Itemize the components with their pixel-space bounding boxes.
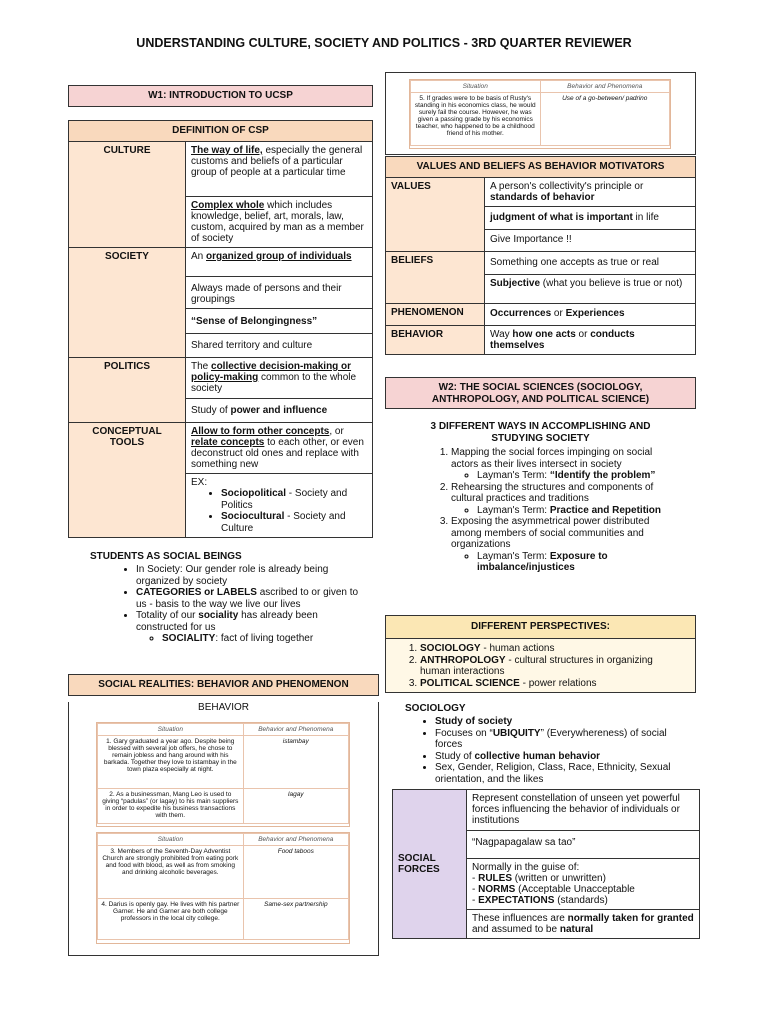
sociology-item-2: • Focuses on “UBIQUITY” (Everywhereness) of social forces <box>435 728 695 751</box>
way-1-layman: ◦ Layman's Term: “Identify the problem” <box>477 470 682 482</box>
politics-def-2: Study of power and influence <box>186 399 373 423</box>
students-item-1: • In Society: Our gender role is already being organized by society <box>136 564 365 587</box>
social-forces-table <box>392 789 700 939</box>
term-behavior: BEHAVIOR <box>386 326 485 355</box>
term-politics: POLITICS <box>69 358 186 423</box>
situation-3: 3. Members of the Seventh-Day Adventist Church are strongly prohibited from eating pork and food with blood, as well as from smoking and drinking alcoholic beverages. <box>98 846 244 899</box>
example-sociocultural: • Sociocultural - Society and Culture <box>221 511 367 534</box>
values-def-3: Give Importance !! <box>485 230 696 252</box>
society-def-1: An organized group of individuals <box>186 248 373 277</box>
values-def-1: A person's collectivity's principle or standards of behavior <box>485 178 696 207</box>
w1-header: W1: INTRODUCTION TO UCSP <box>68 85 373 107</box>
politics-def-1: The collective decision-making or policy-making common to the whole society <box>186 358 373 399</box>
page-title: UNDERSTANDING CULTURE, SOCIETY AND POLITICS - 3RD QUARTER REVIEWER <box>136 36 632 50</box>
values-def-2: judgment of what is important in life <box>485 207 696 230</box>
term-beliefs: BELIEFS <box>386 252 485 304</box>
behavior-examples-table-1: Situation Behavior and Phenomena 1. Gary graduated a year ago. Despite being blessed with several job offers, he chose to remain jobless and hang around with his barkada. Together they love to istambay in the town plaza especially at night. istambay 2. As a businessman, Mang Leo is used to giving “padulas” (or lagay) to his main suppliers in order to expedite his business transactions with them. lagay <box>96 722 350 827</box>
students-title: STUDENTS AS SOCIAL BEINGS <box>90 551 242 562</box>
phenomenon-def: Occurrences or Experiences <box>485 304 696 326</box>
perspectives-section <box>385 615 696 693</box>
way-2-layman: ◦ Layman's Term: Practice and Repetition <box>477 505 682 517</box>
forces-def-3: Normally in the guise of: - RULES (written or unwritten) - NORMS (Acceptable Unacceptable - EXPECTATIONS (standards) <box>467 859 700 910</box>
situation-2: 2. As a businessman, Mang Leo is used to giving “padulas” (or lagay) to his main suppliers in order to expedite his business transactions with them. <box>98 789 244 824</box>
term-social-forces: SOCIAL FORCES <box>393 790 467 939</box>
perspectives-box <box>385 639 696 693</box>
csp-table <box>68 141 373 538</box>
w2-header: W2: THE SOCIAL SCIENCES (SOCIOLOGY, ANTHROPOLOGY, AND POLITICAL SCIENCE) <box>385 377 696 409</box>
result-4: Same-sex partnership <box>243 899 348 940</box>
term-phenomenon: PHENOMENON <box>386 304 485 326</box>
result-2: lagay <box>243 789 348 824</box>
situation-1: 1. Gary graduated a year ago. Despite being blessed with several job offers, he chose to remain jobless and hang around with his barkada. Together they love to istambay in the town plaza especially at night. <box>98 736 244 789</box>
way-3-layman: ◦ Layman's Term: Exposure to imbalance/injustices <box>477 551 682 574</box>
ways-title: 3 DIFFERENT WAYS IN ACCOMPLISHING AND STUDYING SOCIETY <box>430 421 651 444</box>
csp-header: DEFINITION OF CSP <box>68 120 373 142</box>
sociology-item-1: • Study of society <box>435 716 695 728</box>
csp-section <box>68 120 373 538</box>
students-section <box>90 551 365 645</box>
sociology-title: SOCIOLOGY <box>405 703 466 714</box>
way-3: 3. Exposing the asymmetrical power distributed among members of social communities and organizations ◦ Layman's Term: Exposure to imbalance/injustices <box>451 516 682 574</box>
perspective-sociology: 1. SOCIOLOGY - human actions <box>420 643 655 655</box>
culture-def-2: Complex whole which includes knowledge, belief, art, morals, law, custom, acquired by man as a member of society <box>186 197 373 248</box>
society-def-4: Shared territory and culture <box>186 334 373 358</box>
realities-continued-box <box>385 72 696 155</box>
example-sociopolitical: • Sociopolitical - Society and Politics <box>221 488 367 511</box>
ways-section <box>385 421 696 574</box>
result-5: Use of a go-between/ padrino <box>540 93 670 146</box>
result-1: istambay <box>243 736 348 789</box>
behavior-label: BEHAVIOR <box>198 702 249 713</box>
term-conceptual-tools: CONCEPTUAL TOOLS <box>69 423 186 538</box>
situation-5: 5. If grades were to be basis of Rusty's standing in his economics class, he would surely fail the course. However, he was given a passing grade by his economics teacher, who happened to be a childhood friend of his mother. <box>411 93 541 146</box>
values-header: VALUES AND BELIEFS AS BEHAVIOR MOTIVATORS <box>385 156 696 178</box>
realities-section <box>68 674 379 956</box>
term-values: VALUES <box>386 178 485 252</box>
realities-header: SOCIAL REALITIES: BEHAVIOR AND PHENOMENON <box>68 674 379 696</box>
perspectives-header: DIFFERENT PERSPECTIVES: <box>385 615 696 639</box>
forces-def-1: Represent constellation of unseen yet powerful forces influencing the behavior of individuals or institutions <box>467 790 700 831</box>
beliefs-def-2: Subjective (what you believe is true or not) <box>485 275 696 304</box>
perspective-political-science: 3. POLITICAL SCIENCE - power relations <box>420 678 655 690</box>
way-2: 2. Rehearsing the structures and components of cultural practices and traditions ◦ Layman's Term: Practice and Repetition <box>451 482 682 517</box>
situation-4: 4. Darius is openly gay. He lives with his partner Garner. He and Garner are both college professors in the local city college. <box>98 899 244 940</box>
term-society: SOCIETY <box>69 248 186 358</box>
term-culture: CULTURE <box>69 142 186 248</box>
perspective-anthropology: 2. ANTHROPOLOGY - cultural structures in organizing human interactions <box>420 655 655 678</box>
tools-examples: EX: • Sociopolitical - Society and Politics • Sociocultural - Society and Culture <box>186 474 373 538</box>
result-3: Food taboos <box>243 846 348 899</box>
forces-def-4: These influences are normally taken for granted and assumed to be natural <box>467 910 700 939</box>
society-def-3: “Sense of Belongingness” <box>186 309 373 334</box>
society-def-2: Always made of persons and their groupings <box>186 277 373 309</box>
behavior-def: Way how one acts or conducts themselves <box>485 326 696 355</box>
culture-def-1: The way of life, especially the general customs and beliefs of a particular group of people at a particular time <box>186 142 373 197</box>
values-table <box>385 177 696 355</box>
behavior-examples-table-2: Situation Behavior and Phenomena 3. Members of the Seventh-Day Adventist Church are strongly prohibited from eating pork and food with blood, as well as from smoking and drinking alcoholic beverages. Food taboos 4. Darius is openly gay. He lives with his partner Garner. He and Garner are both college professors in the local city college. Same-sex partnership <box>96 832 350 944</box>
sociology-item-4: • Sex, Gender, Religion, Class, Race, Ethnicity, Sexual orientation, and the likes <box>435 762 695 785</box>
students-item-3: • Totality of our sociality has already been constructed for us ◦ SOCIALITY: fact of living together <box>136 610 365 645</box>
tools-def-1: Allow to form other concepts, or relate concepts to each other, or even deconstruct old ones and replace with something new <box>186 423 373 474</box>
sociality-definition: ◦ SOCIALITY: fact of living together <box>162 633 365 645</box>
sociology-section <box>405 703 695 785</box>
values-section <box>385 156 696 355</box>
students-item-2: • CATEGORIES or LABELS ascribed to or given to us - basis to the way we live our lives <box>136 587 365 610</box>
way-1: 1. Mapping the social forces impinging on social actors as their lives intersect in society ◦ Layman's Term: “Identify the problem” <box>451 447 682 482</box>
forces-def-2: “Nagpapagalaw sa tao” <box>467 831 700 859</box>
sociology-item-3: • Study of collective human behavior <box>435 751 695 763</box>
behavior-examples-table-3: Situation Behavior and Phenomena 5. If grades were to be basis of Rusty's standing in his economics class, he would surely fail the course. However, he was given a passing grade by his economics teacher, who happened to be a childhood friend of his mother. Use of a go-between/ padrino <box>409 79 671 149</box>
beliefs-def-1: Something one accepts as true or real <box>485 252 696 275</box>
realities-box <box>68 702 379 956</box>
